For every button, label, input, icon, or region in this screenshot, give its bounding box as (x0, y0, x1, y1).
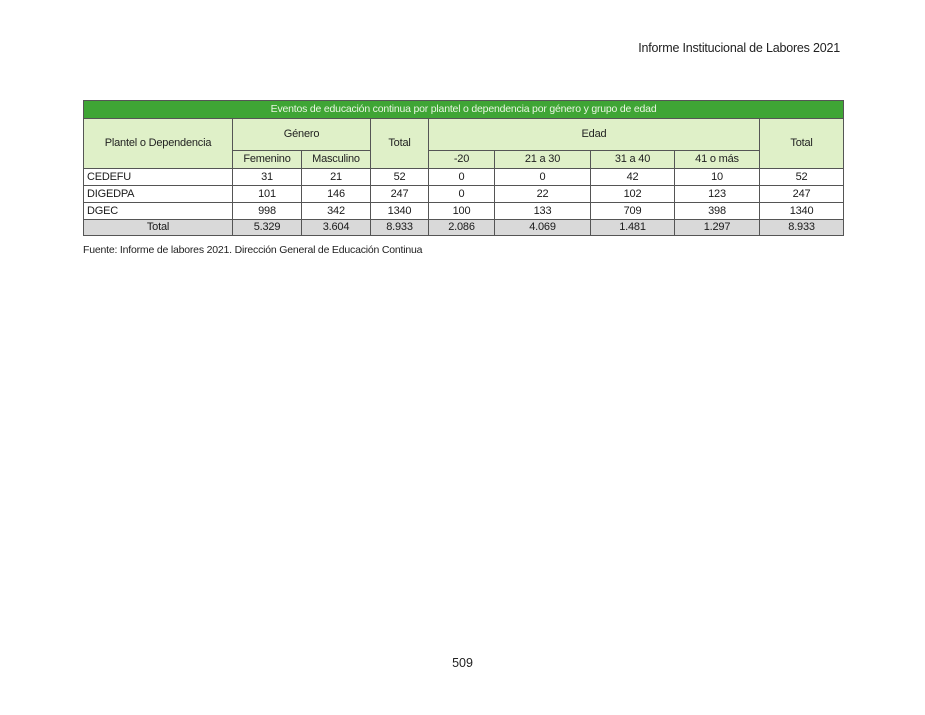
cell-masculino: 21 (302, 169, 371, 186)
total-femenino: 5.329 (233, 220, 302, 236)
total-age-41-plus: 1.297 (675, 220, 760, 236)
cell-femenino: 31 (233, 169, 302, 186)
cell-total: 1340 (371, 203, 429, 220)
header-edad: Edad (429, 119, 760, 151)
cell-age-41-plus: 123 (675, 186, 760, 203)
cell-masculino: 342 (302, 203, 371, 220)
row-label: DIGEDPA (84, 186, 233, 203)
cell-age-21-30: 133 (495, 203, 591, 220)
table-row (84, 186, 844, 203)
table-title: Eventos de educación continua por plantel o dependencia por género y grupo de edad (84, 101, 844, 119)
table-title-row (84, 101, 844, 119)
subheader-femenino: Femenino (233, 151, 302, 169)
cell-total: 247 (371, 186, 429, 203)
cell-total-2: 247 (760, 186, 844, 203)
cell-age-31-40: 102 (591, 186, 675, 203)
total-age-31-40: 1.481 (591, 220, 675, 236)
total-total: 8.933 (371, 220, 429, 236)
total-age-under-20: 2.086 (429, 220, 495, 236)
cell-age-21-30: 0 (495, 169, 591, 186)
header-total: Total (371, 119, 429, 169)
subheader-age-21-30: 21 a 30 (495, 151, 591, 169)
subheader-age-under-20: -20 (429, 151, 495, 169)
cell-age-under-20: 0 (429, 169, 495, 186)
total-label: Total (84, 220, 233, 236)
cell-age-31-40: 709 (591, 203, 675, 220)
page-number: 509 (452, 656, 473, 670)
table-row (84, 169, 844, 186)
running-header: Informe Institucional de Labores 2021 (638, 41, 840, 55)
header-plantel: Plantel o Dependencia (84, 119, 233, 169)
header-total-2: Total (760, 119, 844, 169)
cell-femenino: 998 (233, 203, 302, 220)
cell-age-31-40: 42 (591, 169, 675, 186)
cell-age-41-plus: 10 (675, 169, 760, 186)
total-masculino: 3.604 (302, 220, 371, 236)
total-total-2: 8.933 (760, 220, 844, 236)
events-table (83, 100, 844, 236)
cell-masculino: 146 (302, 186, 371, 203)
cell-age-41-plus: 398 (675, 203, 760, 220)
cell-total: 52 (371, 169, 429, 186)
table-total-row (84, 220, 844, 236)
subheader-age-31-40: 31 a 40 (591, 151, 675, 169)
source-note: Fuente: Informe de labores 2021. Dirección General de Educación Continua (83, 244, 423, 256)
row-label: DGEC (84, 203, 233, 220)
cell-age-under-20: 100 (429, 203, 495, 220)
total-age-21-30: 4.069 (495, 220, 591, 236)
table-header-row (84, 119, 844, 151)
subheader-masculino: Masculino (302, 151, 371, 169)
data-table-container (83, 100, 843, 236)
table-row (84, 203, 844, 220)
row-label: CEDEFU (84, 169, 233, 186)
cell-total-2: 1340 (760, 203, 844, 220)
cell-age-21-30: 22 (495, 186, 591, 203)
subheader-age-41-plus: 41 o más (675, 151, 760, 169)
cell-femenino: 101 (233, 186, 302, 203)
header-genero: Género (233, 119, 371, 151)
cell-total-2: 52 (760, 169, 844, 186)
cell-age-under-20: 0 (429, 186, 495, 203)
